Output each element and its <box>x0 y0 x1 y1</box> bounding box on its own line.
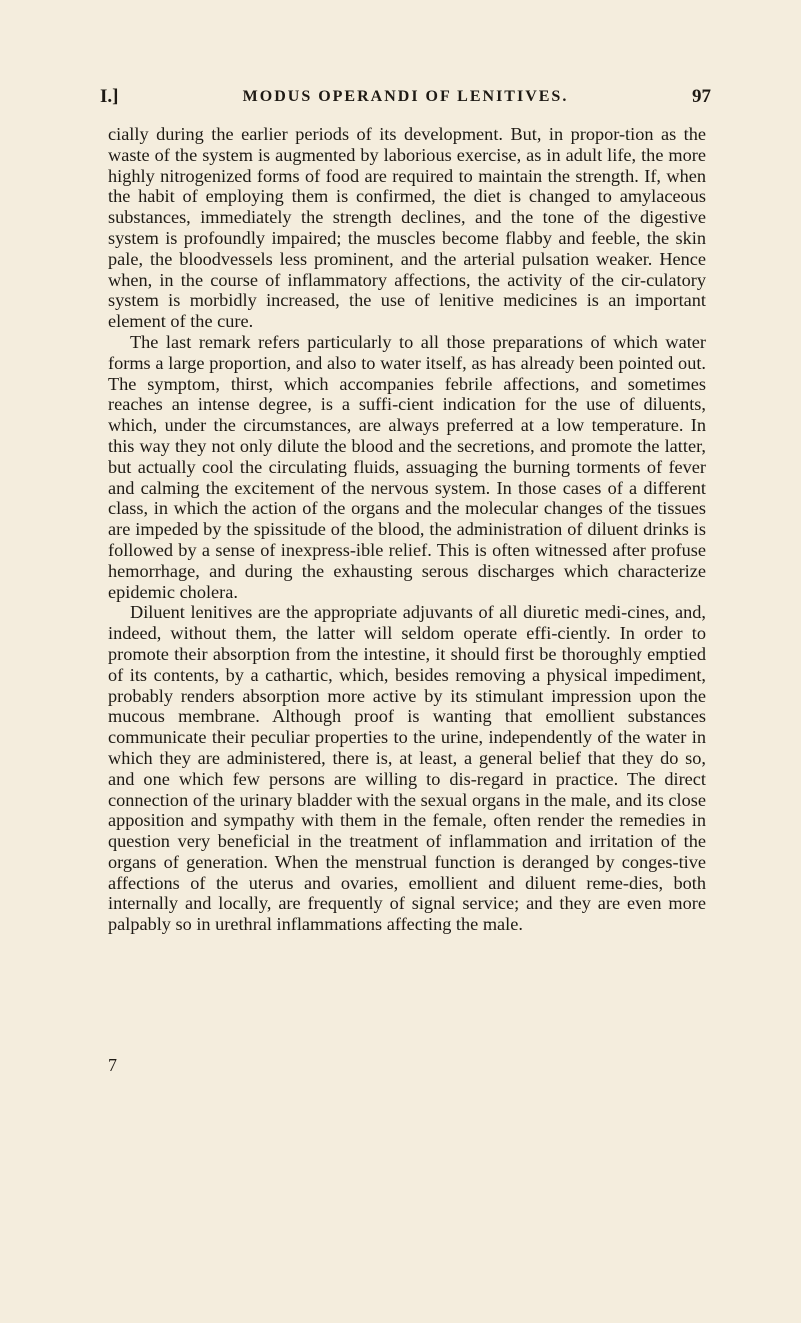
paragraph-diuretic-adjuvants: Diluent lenitives are the appropriate adjuvants of all diuretic medi-cines, and, indeed, without them, the latter will seldom operate effi-ciently. In order to promote their absorption from the intestine, it should first be thoroughly emptied of its contents, by a cathartic, which, besides removing a physical impediment, probably renders absorption more active by its stimulant impression upon the mucous membrane. Although proof is wanting that emollient substances communicate their peculiar properties to the urine, independently of the water in which they are administered, there is, at least, a general belief that they do so, and one which few persons are willing to dis-regard in practice. The direct connection of the urinary bladder with the sexual organs in the male, and its close apposition and sympathy with them in the female, often render the remedies in question very beneficial in the treatment of inflammation and irritation of the organs of generation. When the menstrual function is deranged by conges-tive affections of the uterus and ovaries, emollient and diluent reme-dies, both internally and locally, are frequently of signal service; and they are even more palpably so in urethral inflammations affecting the male. <box>108 602 706 935</box>
section-number: I.] <box>100 86 119 107</box>
running-header <box>100 86 711 116</box>
paragraph-continued: cially during the earlier periods of its development. But, in propor-tion as the waste of the system is augmented by laborious exercise, as in adult life, the more highly nitrogenized forms of food are required to maintain the strength. If, when the habit of employing them is confirmed, the diet is changed to amylaceous substances, immediately the strength declines, and the tone of the digestive system is profoundly impaired; the muscles become flabby and feeble, the skin pale, the bloodvessels less prominent, and the arterial pulsation weaker. Hence when, in the course of inflammatory affections, the activity of the cir-culatory system is morbidly increased, the use of lenitive medicines is an important element of the cure. <box>108 124 706 332</box>
paragraph-diluents: The last remark refers particularly to all those preparations of which water forms a large proportion, and also to water itself, as has already been pointed out. The symptom, thirst, which accompanies febrile affections, and sometimes reaches an intense degree, is a suffi-cient indication for the use of diluents, which, under the circumstances, are always preferred at a low temperature. In this way they not only dilute the blood and the secretions, and promote the latter, but actually cool the circulating fluids, assuaging the burning torments of fever and calming the excitement of the nervous system. In those cases of a different class, in which the action of the organs and the molecular changes of the tissues are impeded by the spissitude of the blood, the administration of diluent drinks is followed by a sense of inexpress-ible relief. This is often witnessed after profuse hemorrhage, and during the exhausting serous discharges which characterize epidemic cholera. <box>108 331 706 602</box>
body-text <box>108 124 706 935</box>
page-number: 97 <box>692 86 711 107</box>
running-title: MODUS OPERANDI OF LENITIVES. <box>242 88 569 105</box>
signature-mark: 7 <box>108 1055 117 1075</box>
